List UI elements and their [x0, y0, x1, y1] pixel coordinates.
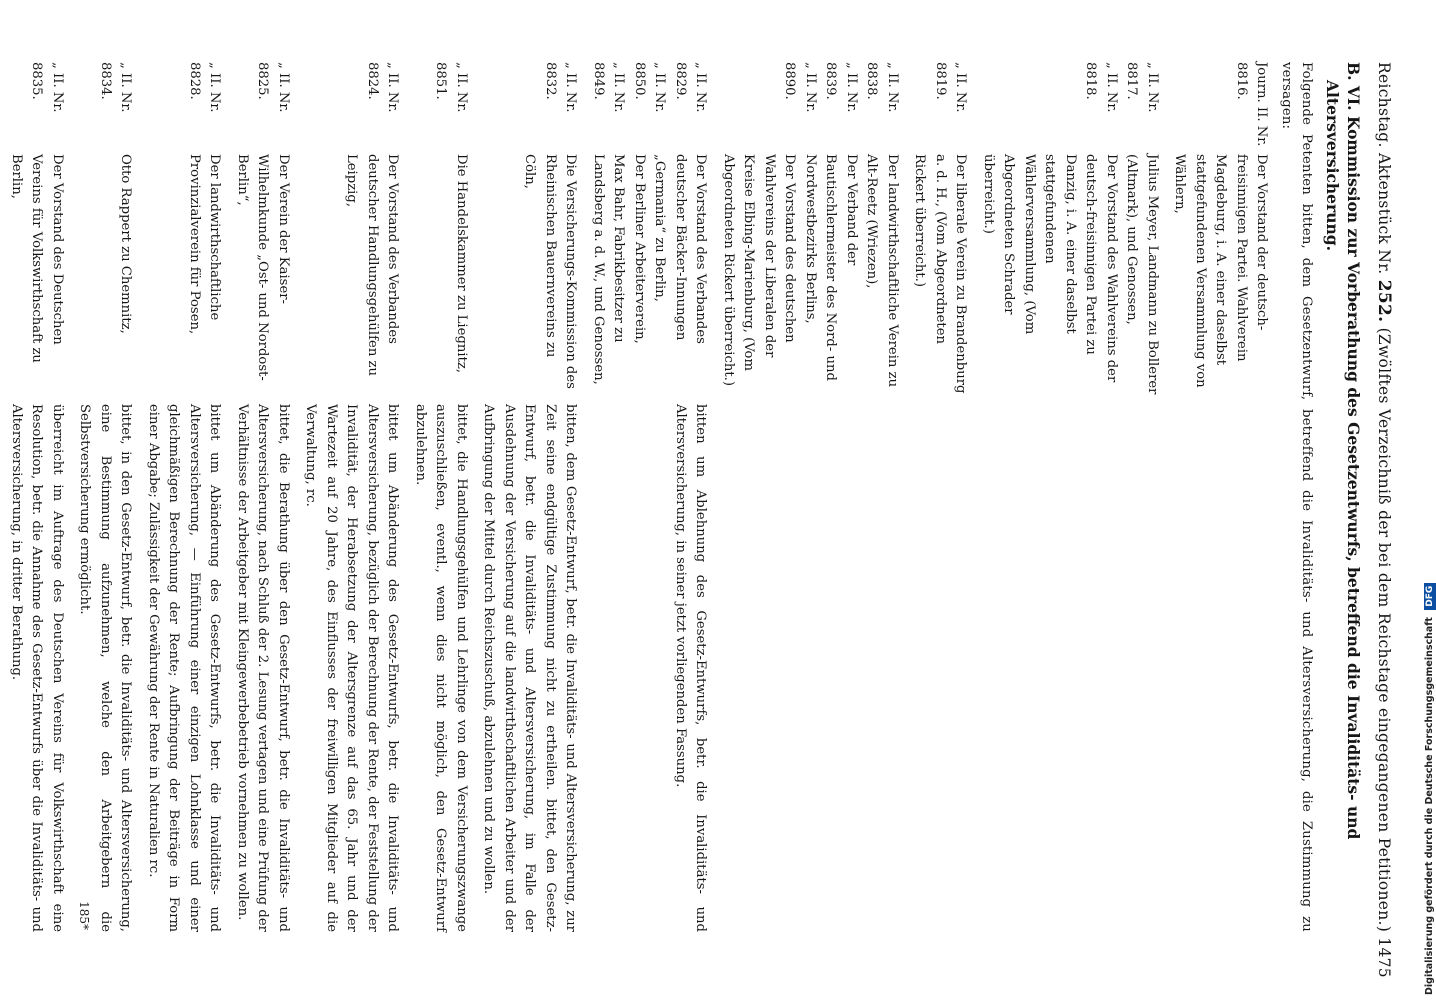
- journal-numbers: [74, 62, 143, 154]
- journal-number: „ II. Nr. 8834.: [98, 62, 134, 113]
- petitioner: Der liberale Verein zu Brandenburg a. d. H., (Vom Abgeordneten Rickert überreicht.): [912, 154, 969, 394]
- petitioner: Die Handelskammer zu Liegnitz,: [454, 154, 469, 374]
- petitioners: [6, 154, 75, 404]
- journal-number: „ II. Nr. 8828.: [187, 62, 223, 113]
- journal-number: Journ. II. Nr. 8816.: [1234, 62, 1270, 147]
- petition-request: bittet um Abänderung des Gesetz-Entwurfs, betr. die Invaliditäts- und Altersversicherung, — Einführung einer einzigen Lohnklasse und einer gleichmäßigen Berechnung der Rente; Aufbringung der Beiträge in Form einer Abgabe; Zulässigkeit der Gewährung der Rente in Naturalien rc.: [146, 404, 223, 932]
- petitioner: Der Vorstand der deutsch-freisinnigen Partei. Wahlverein Magdeburg, i. A. einer daselbst stattgefundenen Versammlung von Wählern,: [1172, 154, 1270, 388]
- petitioner: Der Vorstand des Deutschen Vereins für Volkswirthschaft zu Berlin,: [9, 154, 65, 363]
- footer-note: [1424, 583, 1436, 995]
- petition-row: [978, 62, 1170, 932]
- page-number: 185*: [77, 901, 92, 930]
- petitioners: [74, 154, 143, 404]
- journal-numbers: [588, 62, 718, 154]
- petition-request: [718, 404, 910, 932]
- header-number: 252.: [1374, 279, 1394, 323]
- petition-row: [718, 62, 910, 932]
- journal-number: „ II. Nr. 8832.: [543, 62, 579, 113]
- petition-row: [588, 62, 718, 932]
- petitioner: Der Vorstand des Wahlvereins der deutsch-freisinnigen Partei zu Danzig, i. A. einer daselbst stattgefundenen Wählerversammlung, (Vom Abgeordneten Schrader überreicht.): [981, 154, 1119, 383]
- journal-numbers: [1169, 62, 1274, 154]
- journal-numbers: [232, 62, 301, 154]
- petitioner: Der Vorstand des Verbandes deutscher Bäcker-Innungen „Germania“ zu Berlin,: [652, 154, 709, 344]
- journal-number: „ II. Nr. 8851.: [433, 62, 469, 113]
- journal-number: „ II. Nr. 8829.: [673, 62, 709, 113]
- petitioners: [1169, 154, 1274, 404]
- journal-number: „ II. Nr. 8817.: [1124, 62, 1160, 113]
- dfg-logo: DFG: [1424, 583, 1436, 610]
- journal-numbers: [718, 62, 910, 154]
- petitioner: Julius Meyer, Landmann zu Bollerer (Altmark), und Genossen,: [1124, 154, 1160, 395]
- petitioner: Otto Rappert zu Chemnitz,: [118, 154, 134, 334]
- petitions-body: [6, 62, 1274, 932]
- petition-request: bittet, die Handlungsgehülfen und Lehrlinge von dem Versicherungszwange auszuschließen, eventl., wenn dies nicht möglich, den Gesetz-Entwurf abzulehnen.: [413, 404, 469, 932]
- petition-row: [143, 62, 232, 932]
- journal-numbers: [478, 62, 588, 154]
- petition-request: [909, 404, 978, 932]
- petition-row: [410, 62, 479, 932]
- petition-request: [1169, 404, 1274, 932]
- petition-row: [1169, 62, 1274, 932]
- header-prefix: Reichstag. Aktenstück Nr.: [1375, 62, 1393, 275]
- petition-row: [909, 62, 978, 932]
- journal-number: „ II. Nr. 8818.: [1083, 62, 1119, 113]
- journal-number: „ II. Nr. 8838.: [864, 62, 900, 113]
- petition-request: bitten um Ablehnung des Gesetz-Entwurfs, betr. die Invaliditäts- und Altersversicherung, in seiner jetzt vorliegenden Fassung.: [673, 404, 709, 932]
- petitioner: Der Vorstand des Verbandes deutscher Handlungsgehülfen zu Leipzig,: [344, 154, 401, 376]
- journal-number: „ II. Nr. 8890.: [782, 62, 818, 113]
- petition-row: [6, 62, 75, 932]
- petition-row: [232, 62, 301, 932]
- journal-number: „ II. Nr. 8835.: [29, 62, 65, 113]
- petitioners: [909, 154, 978, 404]
- journal-number: „ II. Nr. 8849.: [591, 62, 627, 113]
- petition-request: bittet, in den Gesetz-Entwurf, betr. die Invaliditäts- und Altersversicherung, eine Bestimmung aufzunehmen, welche den Arbeitgebern die Selbstversicherung ermöglicht.: [77, 404, 134, 932]
- header-suffix: (Zwölftes Verzeichniß der bei dem Reichstage eingegangenen Petitionen.) 1475: [1375, 327, 1393, 978]
- running-header: [1374, 62, 1395, 978]
- journal-numbers: [143, 62, 232, 154]
- petition-row: [74, 62, 143, 932]
- petitioners: [478, 154, 588, 404]
- petitioner: Der Vorstand des deutschen Wahlvereins der Liberalen der Kreise Elbing-Marienburg, (Vom Abgeordneten Rickert überreicht.): [721, 154, 798, 386]
- petitions-table: [6, 62, 1274, 932]
- petitioner: Der landwirthschaftliche Verein zu Alt-Reetz (Wriezen),: [864, 154, 900, 388]
- journal-numbers: [300, 62, 410, 154]
- petitioners: [300, 154, 410, 404]
- petition-request: [978, 404, 1170, 932]
- intro-paragraph: Folgende Petenten bitten, dem Gesetzentwurf, betreffend die Invaliditäts- und Altersversicherung, die Zustimmung zu versagen:: [1279, 62, 1315, 932]
- digitization-footer: [1410, 2, 1435, 995]
- section-title: B. VI. Kommission zur Vorberathung des Gesetzentwurfs, betreffend die Invaliditäts- und Altersversicherung.: [1323, 62, 1364, 840]
- petitioners: [718, 154, 910, 404]
- petitioners: [410, 154, 479, 404]
- petitioner: Der Verband der Bautischlermeister des Nord- und Nordwestbezirks Berlins,: [803, 154, 859, 381]
- journal-number: „ II. Nr. 8850.: [632, 62, 668, 113]
- journal-number: „ II. Nr. 8824.: [365, 62, 401, 113]
- journal-numbers: [6, 62, 75, 154]
- journal-number: „ II. Nr. 8825.: [255, 62, 291, 113]
- petitioner: Max Bahr, Fabrikbesitzer zu Landsberg a. d. W., und Genossen,: [591, 154, 627, 385]
- journal-numbers: [410, 62, 479, 154]
- journal-number: „ II. Nr. 8819.: [933, 62, 969, 113]
- petitioner: Die Versicherungs-Kommission des Rheinischen Bauernvereins zu Cöln,: [522, 154, 579, 389]
- petitioner: Der Verein der Kaiser-Wilhelmkunde „Ost- und Nordost-Berlin“,: [235, 154, 291, 381]
- journal-numbers: [909, 62, 978, 154]
- petition-row: [300, 62, 410, 932]
- petitioners: [588, 154, 718, 404]
- footer-text: Digitalisierung gefördert durch die Deutsche Forschungsgemeinschaft: [1424, 617, 1435, 995]
- petition-request: bittet, die Berathung über den Gesetz-Entwurf, betr. die Invaliditäts- und Altersversicherung, nach Schluß der 2. Lesung vertagen und eine Prüfung der Verhältnisse der Arbeitgeber mit Kleingewerbebetrieb vornehmen zu wollen.: [235, 404, 291, 932]
- journal-number: „ II. Nr. 8839.: [823, 62, 859, 113]
- petitioner: Der Berliner Arbeiterverein,: [632, 154, 647, 344]
- petition-request: bittet um Abänderung des Gesetz-Entwurfs, betr. die Invaliditäts- und Altersversicherung, bezüglich der Berechnung der Rente, der Feststellung der Invalidität, der Herabsetzung der Altersgrenze auf das 65. Jahr und der Wartezeit auf 20 Jahre, des Einflusses der freiwilligen Mitglieder auf die Verwaltung, rc.: [303, 404, 401, 932]
- petitioners: [978, 154, 1170, 404]
- journal-numbers: [978, 62, 1170, 154]
- petitioners: [143, 154, 232, 404]
- petitioners: [232, 154, 301, 404]
- petitioner: Der landwirthschaftliche Provinzialverein für Posen,: [187, 154, 223, 335]
- petition-request: bitten, dem Gesetz-Entwurf, betr. die Invaliditäts- und Altersversicherung, zur Zeit seine endgültige Zustimmung nicht zu ertheilen. bittet, den Gesetz-Entwurf, betr. die Invaliditäts- und Altersversicherung, im Falle der Ausdehnung der Versicherung auf die landwirthschaftlichen Arbeiter und der Aufbringung der Mittel durch Reichszuschuß, abzulehnen und zu wollen.: [481, 404, 579, 932]
- petition-request: überreicht im Auftrage des Deutschen Vereins für Volkswirthschaft eine Resolution, betr. die Annahme des Gesetz-Entwurfs über die Invaliditäts- und Altersversicherung, in dritter Berathung.: [9, 404, 65, 932]
- petition-row: [478, 62, 588, 932]
